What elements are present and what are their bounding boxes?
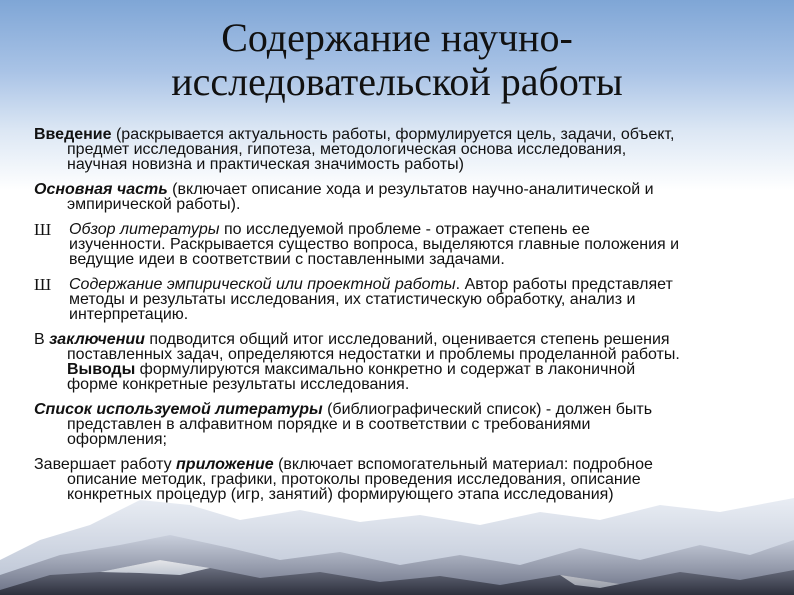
text-line: формулируются максимально конкретно и содержат в лаконичной bbox=[135, 361, 636, 378]
title-line-1: Содержание научно- bbox=[221, 15, 573, 60]
text-line: ведущие идеи в соответствии с поставленными задачами. bbox=[69, 251, 505, 268]
paragraph-main-part bbox=[34, 182, 774, 212]
text-line: предмет исследования, гипотеза, методологическая основа исследования, bbox=[67, 141, 627, 158]
term-literature-review: Обзор литературы bbox=[69, 221, 220, 238]
paragraph-introduction bbox=[34, 127, 774, 172]
bullet-icon: Ш bbox=[34, 220, 52, 239]
text-line: интерпретацию. bbox=[69, 306, 189, 323]
title-line-2: исследовательской работы bbox=[171, 59, 623, 104]
text-line: подводится общий итог исследований, оценивается степень решения bbox=[144, 331, 670, 348]
text-line: конкретных процедур (игр, занятий) формирующего этапа исследования) bbox=[67, 486, 614, 503]
text-line: эмпирической работы). bbox=[67, 196, 241, 213]
term-conclusion: заключении bbox=[49, 331, 145, 348]
bullet-icon: Ш bbox=[34, 275, 52, 294]
text-prefix: В bbox=[34, 331, 50, 348]
text-line: (включает описание хода и результатов научно-аналитической и bbox=[167, 181, 654, 198]
text-line: описание методик, графики, протоколы проведения исследования, описание bbox=[67, 471, 641, 488]
text-line: представлен в алфавитном порядке и в соответствии с требованиями bbox=[67, 416, 591, 433]
text-line: поставленных задач, определяются недостатки и проблемы проделанной работы. bbox=[67, 346, 680, 363]
text-line: . Автор работы представляет bbox=[455, 276, 673, 293]
text-line: методы и результаты исследования, их статистическую обработку, анализ и bbox=[69, 291, 636, 308]
text-line: оформления; bbox=[67, 431, 167, 448]
term-appendix: приложение bbox=[176, 456, 274, 473]
paragraph-literature-review bbox=[34, 222, 774, 267]
paragraph-references bbox=[34, 402, 774, 447]
paragraph-empirical-work bbox=[34, 277, 774, 322]
text-line: изученности. Раскрывается существо вопроса, выделяются главные положения и bbox=[69, 236, 680, 253]
paragraph-appendix bbox=[34, 457, 774, 502]
text-line: форме конкретные результаты исследования. bbox=[67, 376, 410, 393]
text-line: (раскрывается актуальность работы, формулируется цель, задачи, объект, bbox=[111, 126, 675, 143]
page-title bbox=[0, 16, 794, 104]
text-line: (библиографический список) - должен быть bbox=[322, 401, 653, 418]
text-line: по исследуемой проблеме - отражает степень ее bbox=[219, 221, 590, 238]
slide-body bbox=[34, 127, 774, 512]
text-line: научная новизна и практическая значимость работы) bbox=[67, 156, 464, 173]
text-line: (включает вспомогательный материал: подробное bbox=[273, 456, 653, 473]
term-main-part: Основная часть bbox=[34, 181, 168, 198]
text-prefix: Завершает работу bbox=[34, 456, 177, 473]
paragraph-conclusion bbox=[34, 332, 774, 392]
term-conclusions: Выводы bbox=[67, 361, 136, 378]
term-empirical-work: Содержание эмпирической или проектной работы bbox=[69, 276, 456, 293]
term-introduction: Введение bbox=[34, 126, 112, 143]
term-references: Список используемой литературы bbox=[34, 401, 323, 418]
